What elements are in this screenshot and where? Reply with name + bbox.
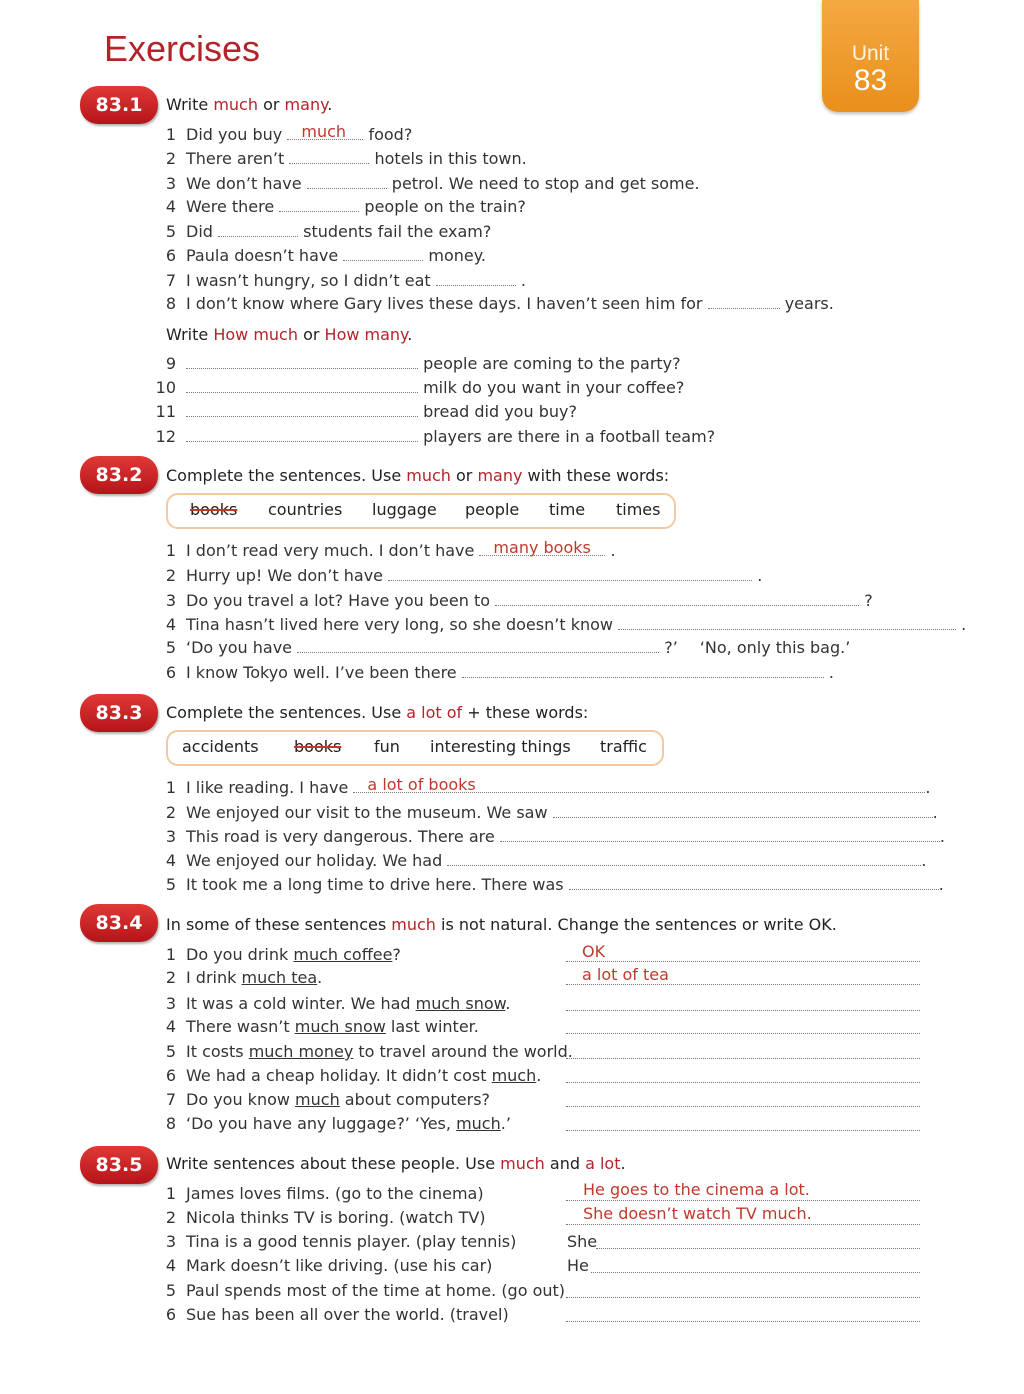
answer-blank[interactable] xyxy=(297,638,659,653)
item-number: 2 xyxy=(165,566,176,585)
item-number: 6 xyxy=(165,246,176,265)
item-number: 5 xyxy=(165,1281,176,1300)
word-item: interesting things xyxy=(430,737,571,756)
sentence-row xyxy=(186,1042,573,1061)
item-number: 6 xyxy=(165,663,176,682)
keyword: many xyxy=(284,95,328,114)
answer-line[interactable] xyxy=(566,1223,920,1225)
item-number: 4 xyxy=(165,197,176,216)
sentence-row xyxy=(186,638,850,657)
item-number: 3 xyxy=(165,1232,176,1251)
item-number: 1 xyxy=(165,945,176,964)
item-number: 3 xyxy=(165,994,176,1013)
sentence-row xyxy=(186,271,526,290)
instruction-text: + these words: xyxy=(462,703,589,722)
answer-blank[interactable] xyxy=(353,775,925,794)
word-item: countries xyxy=(268,500,343,519)
sentence-text: I know Tokyo well. I’ve been there xyxy=(186,663,457,682)
answer-blank[interactable] xyxy=(343,246,423,261)
sentence-text: Did xyxy=(186,222,213,241)
keyword: How much xyxy=(213,325,298,344)
sentence-text: . xyxy=(757,566,763,585)
answer-blank[interactable] xyxy=(186,354,418,369)
keyword: How many xyxy=(324,325,408,344)
item-number: 7 xyxy=(165,271,176,290)
instruction-text: or xyxy=(258,95,285,114)
word-item: time xyxy=(549,500,586,519)
sentence-text: . xyxy=(610,541,616,560)
sentence-text: This road is very dangerous. There are xyxy=(186,827,495,846)
answer-blank[interactable] xyxy=(186,427,418,442)
word-box xyxy=(166,493,676,529)
item-number: 2 xyxy=(165,968,176,987)
item-number: 5 xyxy=(165,1042,176,1061)
sentence-text: I like reading. I have xyxy=(186,778,349,797)
sentence-row: Mark doesn’t like driving. (use his car) xyxy=(186,1256,493,1275)
answer-line[interactable] xyxy=(566,1009,920,1011)
keyword: much xyxy=(391,915,436,934)
sentence-text: I don’t know where Gary lives these days. I haven’t seen him for xyxy=(186,294,703,313)
underlined-phrase: much coffee xyxy=(293,945,393,964)
sentence-text: years. xyxy=(784,294,834,313)
sentence-row xyxy=(186,1066,541,1085)
sentence-row: Sue has been all over the world. (travel) xyxy=(186,1305,509,1324)
item-number: 3 xyxy=(165,174,176,193)
word-item: luggage xyxy=(372,500,437,519)
keyword: much xyxy=(406,466,451,485)
sentence-text: to travel around the world. xyxy=(353,1042,573,1061)
sentence-row xyxy=(186,945,401,964)
exercise-instruction xyxy=(166,466,669,485)
exercise-instruction xyxy=(166,915,837,934)
underlined-phrase: much snow xyxy=(294,1017,386,1036)
unit-tab xyxy=(822,0,919,112)
item-number: 5 xyxy=(165,638,176,657)
sentence-text: Hurry up! We don’t have xyxy=(186,566,383,585)
keyword: a lot of xyxy=(406,703,463,722)
sentence-text: We had a cheap holiday. It didn’t cost xyxy=(186,1066,492,1085)
sentence-row xyxy=(186,294,834,313)
item-number: 2 xyxy=(165,803,176,822)
unit-number: 83 xyxy=(853,64,888,97)
answer-line[interactable] xyxy=(566,1129,920,1131)
answer-prefix: He xyxy=(567,1256,589,1275)
item-number: 1 xyxy=(165,778,176,797)
item-number: 3 xyxy=(165,827,176,846)
answer-blank[interactable] xyxy=(186,402,418,417)
sentence-text: ‘Do you have any luggage?’ ‘Yes, xyxy=(186,1114,457,1133)
handwritten-answer: many books xyxy=(493,538,591,557)
word-item: traffic xyxy=(600,737,647,756)
answer-blank[interactable] xyxy=(495,591,859,606)
item-number: 3 xyxy=(165,591,176,610)
answer-blank[interactable] xyxy=(479,538,605,557)
answer-line[interactable] xyxy=(566,1032,920,1034)
answer-blank[interactable] xyxy=(388,566,752,581)
item-number: 7 xyxy=(165,1090,176,1109)
item-number: 8 xyxy=(165,1114,176,1133)
sentence-row xyxy=(186,591,873,610)
sentence-row xyxy=(186,402,577,421)
exercise-instruction xyxy=(166,95,332,114)
sentence-text: Do you travel a lot? Have you been to xyxy=(186,591,491,610)
sentence-text: Were there xyxy=(186,197,275,216)
sentence-row: Nicola thinks TV is boring. (watch TV) xyxy=(186,1208,486,1227)
answer-blank[interactable] xyxy=(553,803,933,818)
answer-line[interactable] xyxy=(566,1105,920,1107)
item-number: 1 xyxy=(165,125,176,144)
answer-blank[interactable] xyxy=(618,615,956,630)
item-number: 1 xyxy=(165,541,176,560)
sentence-text: Do you drink xyxy=(186,945,294,964)
answer-line[interactable] xyxy=(566,1199,920,1201)
answer-line[interactable] xyxy=(591,1271,920,1273)
word-box xyxy=(166,730,664,766)
item-number: 2 xyxy=(165,149,176,168)
sentence-row xyxy=(186,149,527,168)
underlined-phrase: much xyxy=(295,1090,340,1109)
sentence-text: ? xyxy=(864,591,873,610)
sentence-row xyxy=(186,994,510,1013)
word-item: fun xyxy=(374,737,400,756)
sentence-row xyxy=(186,775,931,797)
underlined-phrase: much tea xyxy=(241,968,318,987)
item-number: 8 xyxy=(165,294,176,313)
item-number: 11 xyxy=(155,402,176,421)
sentence-row xyxy=(186,538,616,560)
sentence-row xyxy=(186,197,526,216)
keyword: a lot xyxy=(585,1154,621,1173)
item-number: 4 xyxy=(165,615,176,634)
sentence-text: food? xyxy=(368,125,413,144)
instruction-text: is not natural. Change the sentences or write OK. xyxy=(435,915,837,934)
handwritten-answer: much xyxy=(301,122,347,141)
item-number: 6 xyxy=(165,1305,176,1324)
sentence-row xyxy=(186,875,944,894)
exercise-badge-83-3: 83.3 xyxy=(80,694,158,732)
sentence-row xyxy=(186,1017,479,1036)
answer-blank[interactable] xyxy=(500,827,940,842)
word-item: times xyxy=(616,500,661,519)
sentence-text: players are there in a football team? xyxy=(423,427,716,446)
answer-line[interactable] xyxy=(566,960,920,962)
exercise-instruction xyxy=(166,1154,626,1173)
answer-blank[interactable] xyxy=(447,851,921,866)
sentence-text: last winter. xyxy=(385,1017,479,1036)
sentence-text: Did you buy xyxy=(186,125,283,144)
sentence-text: There wasn’t xyxy=(186,1017,295,1036)
sentence-row xyxy=(186,354,681,373)
sentence-row xyxy=(186,566,762,585)
underlined-phrase: much snow xyxy=(415,994,506,1013)
sentence-text: It costs xyxy=(186,1042,249,1061)
sentence-text: It took me a long time to drive here. There was xyxy=(186,875,564,894)
exercise-instruction xyxy=(166,703,588,722)
item-number: 2 xyxy=(165,1208,176,1227)
exercise-instruction-2 xyxy=(166,325,412,344)
exercise-badge-83-4: 83.4 xyxy=(80,904,158,942)
item-number: 5 xyxy=(165,875,176,894)
sentence-text: ?’ xyxy=(664,638,678,657)
answer-blank[interactable] xyxy=(289,149,369,164)
answer-blank[interactable] xyxy=(462,663,824,678)
instruction-text: Complete the sentences. Use xyxy=(166,466,407,485)
sentence-text: . xyxy=(925,778,931,797)
handwritten-answer: OK xyxy=(582,942,606,961)
sentence-text: . xyxy=(505,994,511,1013)
handwritten-answer: She doesn’t watch TV much. xyxy=(583,1204,812,1223)
sentence-text: I wasn’t hungry, so I didn’t eat xyxy=(186,271,431,290)
instruction-text: and xyxy=(544,1154,586,1173)
item-number: 6 xyxy=(165,1066,176,1085)
sentence-text: ‘Do you have xyxy=(186,638,293,657)
sentence-row xyxy=(186,851,926,870)
sentence-row: James loves films. (go to the cinema) xyxy=(186,1184,484,1203)
item-number: 4 xyxy=(165,851,176,870)
item-number: 5 xyxy=(165,222,176,241)
exercise-badge-83-1: 83.1 xyxy=(80,86,158,124)
underlined-phrase: much money xyxy=(248,1042,354,1061)
item-number: 4 xyxy=(165,1017,176,1036)
sentence-text: We enjoyed our holiday. We had xyxy=(186,851,443,870)
sentence-row xyxy=(186,246,486,265)
sentence-row xyxy=(186,663,834,682)
sentence-text: I don’t read very much. I don’t have xyxy=(186,541,475,560)
sentence-row xyxy=(186,615,966,634)
sentence-row xyxy=(186,1114,511,1133)
page-title: Exercises xyxy=(104,28,261,69)
sentence-row xyxy=(186,122,413,144)
instruction-text: Complete the sentences. Use xyxy=(166,703,407,722)
exercise-badge-83-2: 83.2 xyxy=(80,456,158,494)
handwritten-answer: a lot of books xyxy=(367,775,476,794)
sentence-text: It was a cold winter. We had xyxy=(186,994,416,1013)
sentence-text: . xyxy=(317,968,323,987)
sentence-text: Paula doesn’t have xyxy=(186,246,339,265)
keyword: much xyxy=(500,1154,545,1173)
word-item: accidents xyxy=(182,737,259,756)
item-number: 10 xyxy=(155,378,176,397)
word-item: books xyxy=(294,737,342,756)
answer-blank[interactable] xyxy=(436,271,516,286)
sentence-row xyxy=(186,222,491,241)
instruction-text: In some of these sentences xyxy=(166,915,392,934)
underlined-phrase: much xyxy=(456,1114,501,1133)
sentence-text: We enjoyed our visit to the museum. We saw xyxy=(186,803,548,822)
sentence-reply: ‘No, only this bag.’ xyxy=(699,638,851,657)
instruction-text: . xyxy=(407,325,413,344)
item-number: 9 xyxy=(165,354,176,373)
sentence-row xyxy=(186,427,715,446)
sentence-text: people on the train? xyxy=(364,197,526,216)
answer-line[interactable] xyxy=(596,1247,920,1249)
sentence-text: . xyxy=(828,663,834,682)
instruction-text: or xyxy=(297,325,325,344)
sentence-text: petrol. We need to stop and get some. xyxy=(391,174,700,193)
instruction-text: with these words: xyxy=(522,466,670,485)
word-item: books xyxy=(190,500,238,519)
sentence-text: We don’t have xyxy=(186,174,302,193)
sentence-row xyxy=(186,174,700,193)
instruction-text: . xyxy=(620,1154,626,1173)
answer-blank[interactable] xyxy=(218,222,298,237)
sentence-text: . xyxy=(939,827,945,846)
answer-blank[interactable] xyxy=(708,294,780,309)
instruction-text: Write xyxy=(166,325,214,344)
sentence-text: milk do you want in your coffee? xyxy=(423,378,685,397)
item-number: 1 xyxy=(165,1184,176,1203)
sentence-text: students fail the exam? xyxy=(303,222,492,241)
instruction-text: Write sentences about these people. Use xyxy=(166,1154,501,1173)
sentence-text: . xyxy=(520,271,526,290)
sentence-row xyxy=(186,1090,490,1109)
exercise-badge-83-5: 83.5 xyxy=(80,1146,158,1184)
sentence-text: . xyxy=(938,875,944,894)
sentence-text: There aren’t xyxy=(186,149,285,168)
sentence-text: . xyxy=(536,1066,542,1085)
sentence-row: Paul spends most of the time at home. (go out) xyxy=(186,1281,566,1300)
answer-line[interactable] xyxy=(566,1081,920,1083)
answer-prefix: She xyxy=(567,1232,598,1251)
sentence-text: bread did you buy? xyxy=(423,402,577,421)
keyword: much xyxy=(213,95,258,114)
sentence-text: people are coming to the party? xyxy=(423,354,681,373)
answer-line[interactable] xyxy=(566,1320,920,1322)
word-item: people xyxy=(465,500,520,519)
item-number: 4 xyxy=(165,1256,176,1275)
sentence-text: Tina hasn’t lived here very long, so she doesn’t know xyxy=(186,615,613,634)
sentence-text: .’ xyxy=(500,1114,511,1133)
answer-line[interactable] xyxy=(566,1057,920,1059)
answer-blank[interactable] xyxy=(307,174,387,189)
sentence-row: Tina is a good tennis player. (play tennis) xyxy=(186,1232,517,1251)
sentence-row xyxy=(186,378,684,397)
sentence-text: about computers? xyxy=(339,1090,491,1109)
answer-blank[interactable] xyxy=(287,122,363,141)
sentence-row xyxy=(186,827,945,846)
instruction-text: . xyxy=(327,95,333,114)
handwritten-answer: a lot of tea xyxy=(582,965,669,984)
instruction-text: or xyxy=(450,466,478,485)
sentence-row xyxy=(186,968,322,987)
answer-line[interactable] xyxy=(566,1296,920,1298)
underlined-phrase: much xyxy=(491,1066,537,1085)
sentence-text: . xyxy=(921,851,927,870)
handwritten-answer: He goes to the cinema a lot. xyxy=(583,1180,810,1199)
answer-blank[interactable] xyxy=(186,378,418,393)
sentence-text: . xyxy=(961,615,967,634)
sentence-text: I drink xyxy=(186,968,242,987)
answer-blank[interactable] xyxy=(279,197,359,212)
sentence-text: money. xyxy=(428,246,487,265)
keyword: many xyxy=(477,466,523,485)
sentence-text: ? xyxy=(392,945,401,964)
sentence-row xyxy=(186,803,938,822)
sentence-text: . xyxy=(932,803,938,822)
instruction-text: Write xyxy=(166,95,214,114)
item-number: 12 xyxy=(155,427,176,446)
answer-blank[interactable] xyxy=(569,875,939,890)
sentence-text: Do you know xyxy=(186,1090,296,1109)
unit-label: Unit xyxy=(851,42,890,65)
sentence-text: hotels in this town. xyxy=(374,149,527,168)
